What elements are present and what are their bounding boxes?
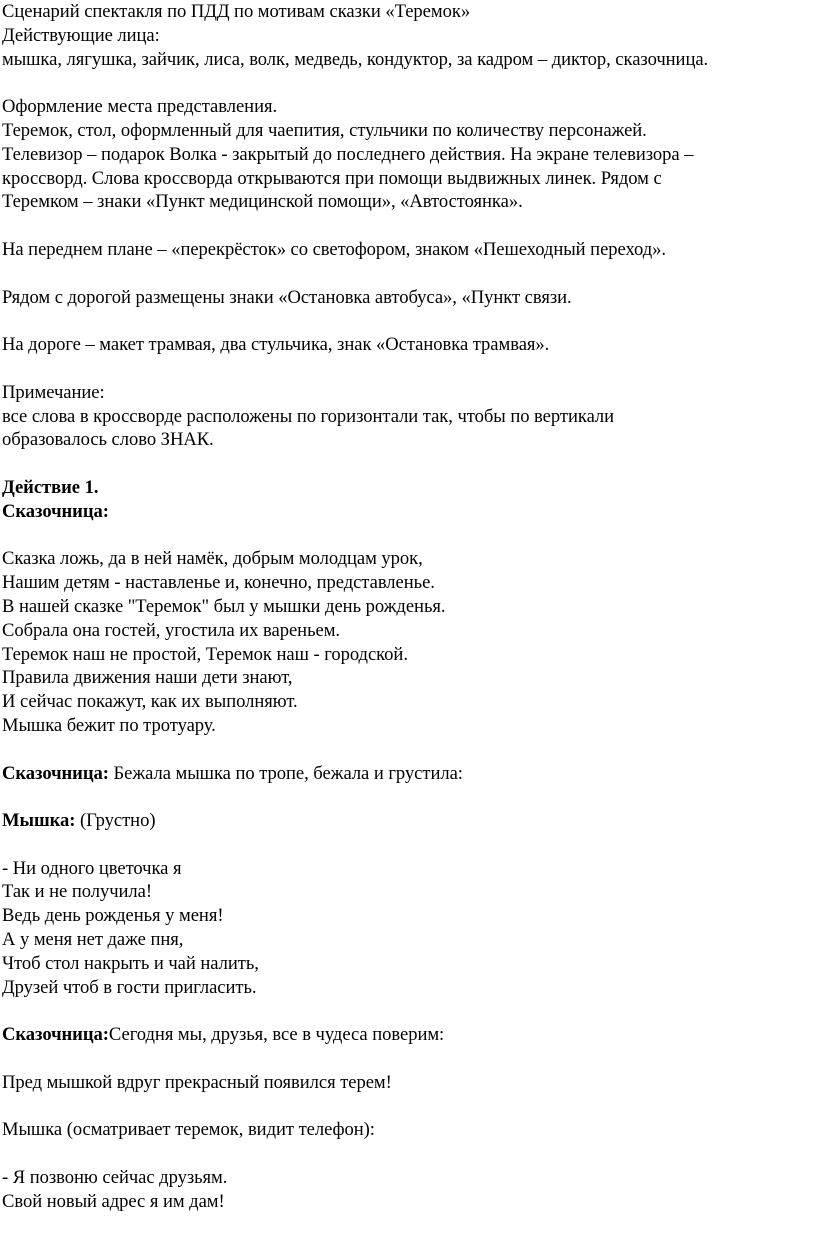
verse-line: - Ни одного цветочка я [2,857,182,879]
spacer [2,309,816,333]
spacer [2,524,816,548]
verse-line: - Я позвоню сейчас друзьям. [2,1167,228,1189]
dialogue-text: Бежала мышка по тропе, бежала и грустила: [108,762,463,784]
verse-line: Собрала она гостей, угостила их вареньем. [2,619,341,641]
document-title: Сценарий спектакля по ПДД по мотивам сказки «Теремок» [2,1,471,22]
narrator-heading: Сказочница: [2,500,109,522]
setting-line: Телевизор – подарок Волка - закрытый до последнего действия. На экране телевизора – [2,143,694,165]
stage-direction: (Грустно) [75,810,156,832]
spacer [2,452,816,476]
verse-line: И сейчас покажут, как их выполняют. [2,691,298,713]
spacer [2,785,816,809]
note-heading: Примечание: [2,381,105,403]
spacer [2,262,816,286]
spacer [2,1095,816,1119]
spacer [2,214,816,238]
verse-line: Правила движения наши дети знают, [2,667,293,689]
verse-line: Свой новый адрес я им дам! [2,1190,225,1212]
verse-line: Друзей чтоб в гости пригласить. [2,976,257,998]
dialogue-text: Сегодня мы, друзья, все в чудеса поверим: [108,1024,445,1046]
spacer [2,71,816,95]
spacer [2,1142,816,1166]
verse-line: Так и не получила! [2,881,152,903]
spacer [2,738,816,762]
note-line: все слова в кроссворде расположены по горизонтали так, чтобы по вертикали [2,405,615,427]
road-paragraph: На дороге – макет трамвая, два стульчика, знак «Остановка трамвая». [2,334,550,356]
verse-line: А у меня нет даже пня, [2,929,184,951]
spacer [2,357,816,381]
dialogue-line [2,1023,816,1047]
cast-heading: Действующие лица: [2,24,160,46]
verse-line: Теремок наш не простой, Теремок наш - городской. [2,643,408,665]
verse-line: Нашим детям - наставленье и, конечно, представленье. [2,572,435,594]
verse-line: Чтоб стол накрыть и чай налить, [2,952,259,974]
setting-line: Теремком – знаки «Пункт медицинской помощи», «Автостоянка». [2,191,523,213]
road-signs-paragraph: Рядом с дорогой размещены знаки «Остановка автобуса», «Пункт связи. [2,286,572,308]
dialogue-line [2,762,816,786]
verse-line: Сказка ложь, да в ней намёк, добрым молодцам урок, [2,548,423,570]
spacer [2,999,816,1023]
speaker-name: Сказочница: [2,762,109,784]
spacer [2,833,816,857]
foreground-paragraph: На переднем плане – «перекрёсток» со светофором, знаком «Пешеходный переход». [2,238,666,260]
verse-line: В нашей сказке "Теремок" был у мышки день рожденья. [2,595,446,617]
setting-line: кроссворд. Слова кроссворда открываются при помощи выдвижных линек. Рядом с [2,167,662,189]
verse-line: Мышка бежит по тротуару. [2,714,216,736]
spacer [2,1047,816,1071]
setting-heading: Оформление места представления. [2,96,278,118]
speaker-name: Мышка: [2,810,76,832]
act-heading: Действие 1. [2,476,99,498]
dialogue-line [2,809,816,833]
stage-direction: Мышка (осматривает теремок, видит телефон): [2,1119,375,1141]
dialogue-text: Пред мышкой вдруг прекрасный появился терем! [2,1071,392,1093]
speaker-name: Сказочница: [2,1024,109,1046]
verse-line: Ведь день рожденья у меня! [2,905,224,927]
note-line: образовалось слово ЗНАК. [2,429,214,451]
cast-list: мышка, лягушка, зайчик, лиса, волк, медведь, кондуктор, за кадром – диктор, сказочница. [2,48,709,70]
setting-line: Теремок, стол, оформленный для чаепития, стульчики по количеству персонажей. [2,119,647,141]
